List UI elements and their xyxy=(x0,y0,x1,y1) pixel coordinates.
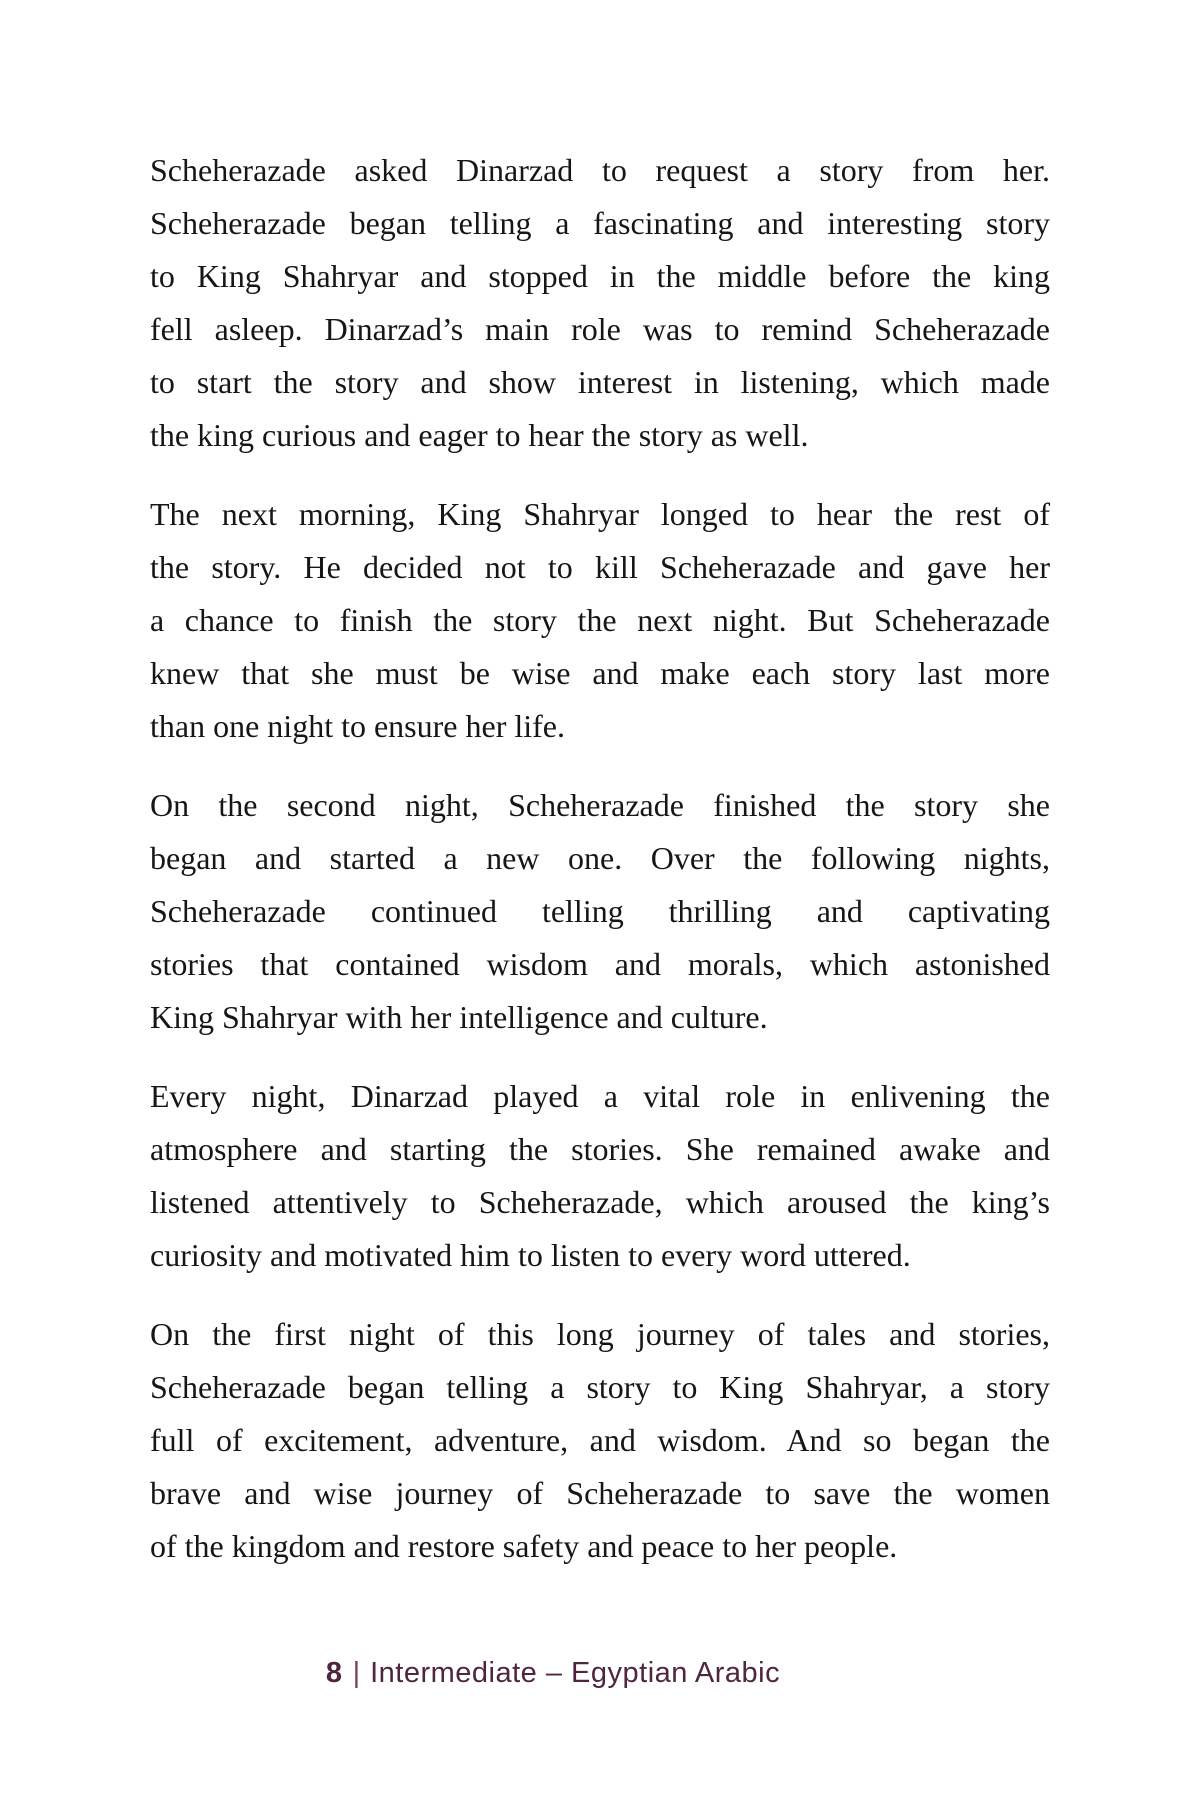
text-line: full of excitement, adventure, and wisdom. And so began the xyxy=(150,1422,1050,1458)
paragraph xyxy=(150,1308,1050,1573)
text-line: stories that contained wisdom and morals, which astonished xyxy=(150,946,1050,982)
footer-label: Intermediate – Egyptian Arabic xyxy=(370,1657,781,1689)
paragraph xyxy=(150,1070,1050,1282)
text-line: The next morning, King Shahryar longed to hear the rest of xyxy=(150,496,1050,532)
footer xyxy=(0,1650,1106,1696)
text-line: the story. He decided not to kill Scheherazade and gave her xyxy=(150,549,1050,585)
text-line: Every night, Dinarzad played a vital role in enlivening the xyxy=(150,1078,1050,1114)
text-line: to start the story and show interest in listening, which made xyxy=(150,364,1050,400)
text-line: than one night to ensure her life. xyxy=(150,708,565,744)
text-line: fell asleep. Dinarzad’s main role was to remind Scheherazade xyxy=(150,311,1050,347)
paragraph xyxy=(150,144,1050,462)
text-line: Scheherazade asked Dinarzad to request a story from her. xyxy=(150,152,1050,188)
footer-separator: | xyxy=(352,1657,361,1689)
text-line: curiosity and motivated him to listen to every word uttered. xyxy=(150,1237,911,1273)
text-line: to King Shahryar and stopped in the middle before the king xyxy=(150,258,1050,294)
text-line: of the kingdom and restore safety and peace to her people. xyxy=(150,1528,898,1564)
text-line: brave and wise journey of Scheherazade to save the women xyxy=(150,1475,1050,1511)
text-line: knew that she must be wise and make each story last more xyxy=(150,655,1050,691)
text-line: a chance to finish the story the next night. But Scheherazade xyxy=(150,602,1050,638)
page-text xyxy=(150,144,1050,1599)
paragraph xyxy=(150,488,1050,753)
text-line: Scheherazade began telling a fascinating and interesting story xyxy=(150,205,1050,241)
text-line: Scheherazade continued telling thrilling and captivating xyxy=(150,893,1050,929)
text-line: King Shahryar with her intelligence and culture. xyxy=(150,999,768,1035)
text-line: atmosphere and starting the stories. She remained awake and xyxy=(150,1131,1050,1167)
text-line: On the second night, Scheherazade finished the story she xyxy=(150,787,1050,823)
text-line: Scheherazade began telling a story to King Shahryar, a story xyxy=(150,1369,1050,1405)
paragraph xyxy=(150,779,1050,1044)
text-line: On the first night of this long journey of tales and stories, xyxy=(150,1316,1050,1352)
text-line: listened attentively to Scheherazade, which aroused the king’s xyxy=(150,1184,1050,1220)
page-number: 8 xyxy=(325,1657,343,1689)
text-line: the king curious and eager to hear the story as well. xyxy=(150,417,809,453)
text-line: began and started a new one. Over the following nights, xyxy=(150,840,1050,876)
